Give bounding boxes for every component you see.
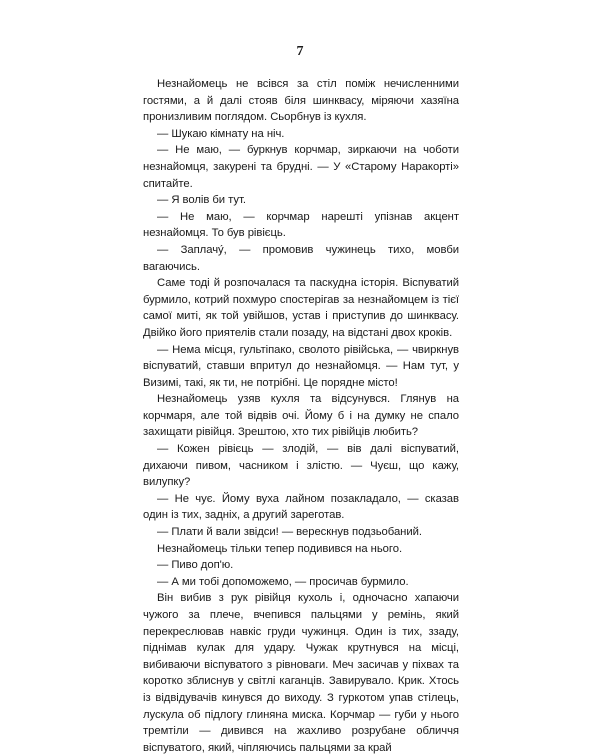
paragraph: — Я волів би тут. xyxy=(157,194,246,207)
paragraph: — Плати й вали звідси! — верескнув подзьобаний. xyxy=(157,526,422,539)
paragraph: Незнайомець не всівся за стіл поміж нечисленними гостями, а й далі стояв біля шинквасу, міряючи хазяїна пронизливим поглядом. Сьорбнув із кухля. xyxy=(143,78,459,124)
paragraph: Саме тоді й розпочалася та паскудна історія. Віспуватий бурмило, котрий похмуро спостерігав за незнайомцем із тієї самої миті, як той увійшов, устав і приступив до шинквасу. Двійко його приятелів стали позаду, на відстані двох кроків. xyxy=(143,277,459,339)
paragraph: — Не чує. Йому вуха лайном позакладало, — сказав один із тих, задніх, а другий зареготав. xyxy=(143,492,459,522)
paragraph: — Шукаю кімнату на ніч. xyxy=(157,127,285,140)
paragraph: — Не маю, — буркнув корчмар, зиркаючи на чоботи незнайомця, закурені та брудні. — У «Старому Наракорті» спитайте. xyxy=(143,144,459,190)
body-text xyxy=(143,76,459,756)
paragraph: — Нема місця, гультіпако, сволото рівійська, — чвиркнув віспуватий, ставши впритул до незнайомця. — Нам тут, у Визимі, такі, як ти, не потрібні. Це порядне місто! xyxy=(143,343,459,389)
paragraph: — Не маю, — корчмар нарешті упізнав акцент незнайомця. То був рівієць. xyxy=(143,210,459,240)
page-number: 7 xyxy=(296,44,304,59)
paragraph: — Пиво доп'ю. xyxy=(157,559,234,572)
paragraph: Він вибив з рук рівійця кухоль і, одночасно хапаючи чужого за плече, вчепився пальцями у ремінь, який перекреслював навкіс груди чужинця. Один із тих, ззаду, піднімав кулак для удару. Чужак крутнувся на місці, вибиваючи віспуватого з рівноваги. Меч засичав у піхвах та коротко зблиснув у світлі каганців. Завирувало. Крик. Хтось із відвідувачів кинувся до виходу. З гуркотом упав стілець, лускула об підлогу глиняна миска. Корчмар — губи у нього тремтіли — дивився на жахливо розрубане обличчя віспуватого, який, чіпляючись пальцями за край xyxy=(143,592,459,754)
paragraph: — А ми тобі допоможемо, — просичав бурмило. xyxy=(157,575,409,588)
paragraph: — Кожен рівієць — злодій, — вів далі віспуватий, дихаючи пивом, часником і злістю. — Чуєш, що кажу, вилупку? xyxy=(143,443,459,489)
paragraph: Незнайомець узяв кухля та відсунувся. Глянув на корчмаря, але той відвів очі. Йому б і на думку не спало захищати рівійця. Зрештою, хто тих рівійців любить? xyxy=(143,393,459,439)
paragraph: — Заплачу́, — промовив чужинець тихо, мовби вагаючись. xyxy=(143,243,459,273)
paragraph: Незнайомець тільки тепер подивився на нього. xyxy=(157,542,403,555)
